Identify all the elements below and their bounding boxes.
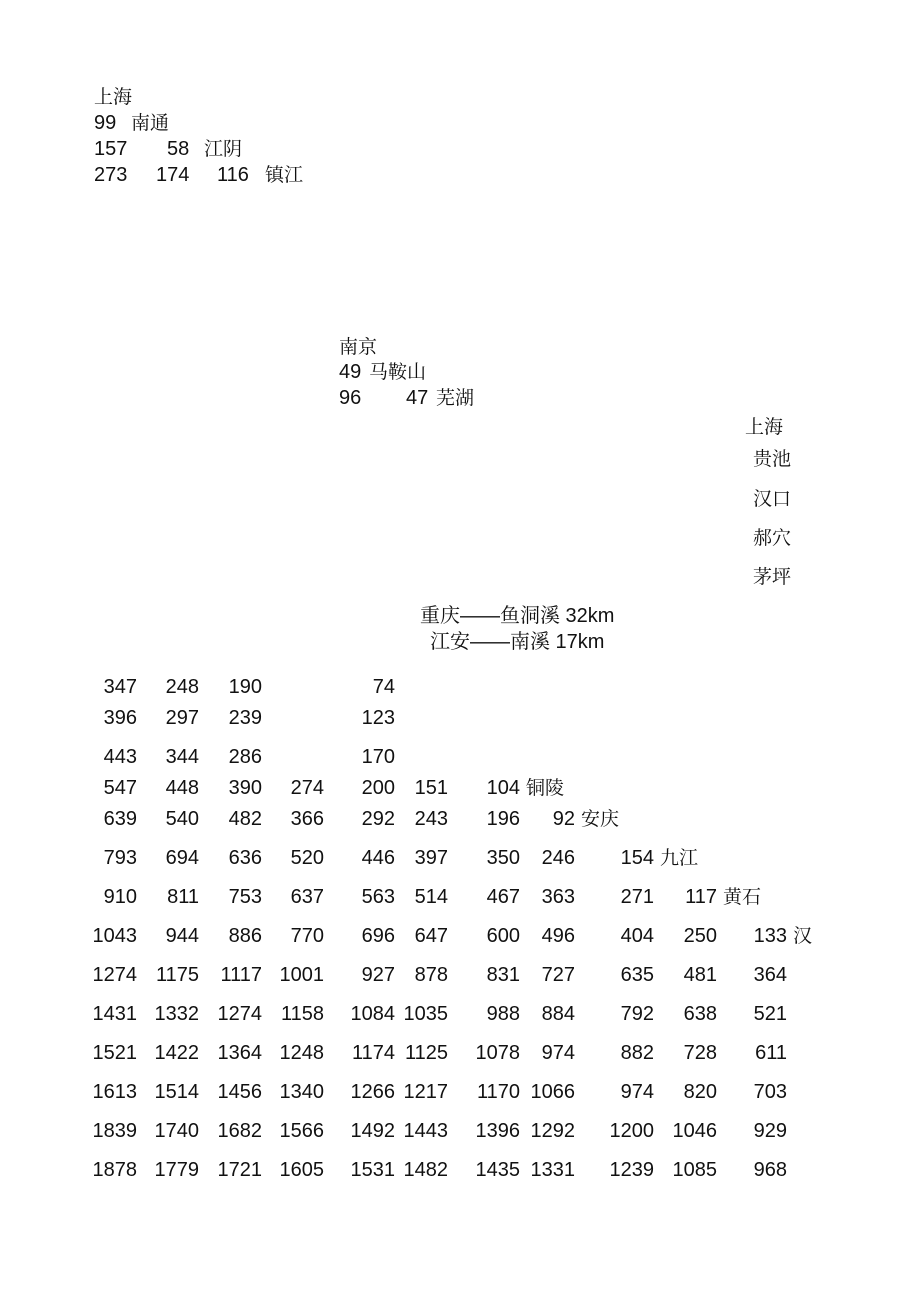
table-cell: 635 [620,964,654,986]
table-cell: 1084 [350,1003,395,1025]
distance-value: 174 [156,164,190,186]
table-cell: 274 [290,777,324,799]
distance-value: 96 [339,387,362,409]
table-cell: 467 [486,886,520,908]
note-text: 江安——南溪 17km [430,631,605,653]
table-cell: 636 [228,847,262,869]
port-name: 汉口 [753,488,792,510]
table-cell: 1878 [92,1159,137,1181]
table-cell: 250 [683,925,717,947]
table-cell: 696 [361,925,395,947]
table-cell: 364 [753,964,787,986]
table-cell: 347 [103,676,137,698]
table-cell: 647 [414,925,448,947]
port-name: 茅坪 [753,566,792,588]
table-cell: 968 [753,1159,787,1181]
table-cell: 611 [755,1042,787,1064]
table-cell: 793 [103,847,137,869]
table-cell: 520 [290,847,324,869]
table-cell: 1001 [279,964,324,986]
port-name: 汉 [793,925,813,947]
table-cell: 1292 [530,1120,575,1142]
port-name: 铜陵 [526,777,565,799]
table-cell: 886 [228,925,262,947]
table-cell: 540 [165,808,199,830]
table-cell: 104 [486,777,520,799]
table-cell: 1839 [92,1120,137,1142]
table-cell: 820 [683,1081,717,1103]
table-cell: 1066 [530,1081,575,1103]
table-cell: 248 [165,676,199,698]
table-cell: 443 [103,746,137,768]
table-cell: 448 [165,777,199,799]
port-name: 九江 [660,847,699,869]
table-cell: 154 [620,847,654,869]
table-cell: 638 [683,1003,717,1025]
table-cell: 882 [620,1042,654,1064]
table-cell: 123 [361,707,395,729]
table-cell: 170 [361,746,395,768]
table-cell: 910 [103,886,137,908]
table-cell: 390 [228,777,262,799]
table-cell: 1174 [351,1042,395,1064]
table-cell: 811 [167,886,199,908]
table-cell: 1605 [279,1159,324,1181]
distance-value: 47 [406,387,429,409]
table-cell: 1217 [403,1081,448,1103]
distance-value: 58 [167,138,190,160]
table-cell: 117 [685,886,717,908]
table-cell: 927 [361,964,395,986]
table-cell: 1035 [403,1003,448,1025]
table-cell: 1043 [92,925,137,947]
table-cell: 496 [541,925,575,947]
table-cell: 974 [541,1042,575,1064]
port-name: 上海 [745,416,784,438]
table-cell: 1117 [220,964,262,986]
table-cell: 1046 [672,1120,717,1142]
table-cell: 1158 [280,1003,324,1025]
table-cell: 884 [541,1003,575,1025]
table-cell: 350 [486,847,520,869]
table-cell: 1721 [217,1159,262,1181]
note-text: 重庆——鱼洞溪 32km [420,605,615,627]
table-cell: 397 [414,847,448,869]
port-name: 江阴 [204,138,243,160]
table-cell: 1435 [475,1159,520,1181]
table-cell: 600 [486,925,520,947]
distance-value: 49 [339,361,362,383]
port-name: 芜湖 [436,387,475,409]
table-cell: 1170 [476,1081,520,1103]
table-cell: 703 [753,1081,787,1103]
table-cell: 1531 [350,1159,395,1181]
table-cell: 1200 [609,1120,654,1142]
table-cell: 1340 [279,1081,324,1103]
table-cell: 246 [541,847,575,869]
distance-value: 157 [94,138,128,160]
table-cell: 563 [361,886,395,908]
table-cell: 404 [620,925,654,947]
table-cell: 133 [753,925,787,947]
table-cell: 190 [228,676,262,698]
table-cell: 1422 [154,1042,199,1064]
table-cell: 1682 [217,1120,262,1142]
table-cell: 974 [620,1081,654,1103]
table-cell: 1331 [530,1159,575,1181]
table-cell: 482 [228,808,262,830]
table-cell: 1085 [672,1159,717,1181]
table-cell: 446 [361,847,395,869]
table-cell: 944 [165,925,199,947]
table-cell: 694 [165,847,199,869]
table-cell: 639 [103,808,137,830]
table-cell: 74 [372,676,395,698]
table-cell: 831 [486,964,520,986]
table-cell: 1078 [475,1042,520,1064]
table-cell: 929 [753,1120,787,1142]
table-cell: 728 [683,1042,717,1064]
distance-value: 99 [94,112,117,134]
table-cell: 396 [103,707,137,729]
table-cell: 92 [552,808,575,830]
table-cell: 1514 [154,1081,199,1103]
table-cell: 286 [228,746,262,768]
table-cell: 363 [541,886,575,908]
table-cell: 1266 [350,1081,395,1103]
table-cell: 1482 [403,1159,448,1181]
table-cell: 196 [486,808,520,830]
table-cell: 292 [361,808,395,830]
port-name: 马鞍山 [369,361,427,383]
table-cell: 481 [683,964,717,986]
table-cell: 878 [414,964,448,986]
table-cell: 727 [541,964,575,986]
port-name: 上海 [94,86,133,108]
port-name: 郝穴 [753,527,792,549]
table-cell: 637 [290,886,324,908]
distance-value: 273 [94,164,128,186]
table-cell: 1239 [609,1159,654,1181]
table-cell: 1779 [154,1159,199,1181]
port-name: 安庆 [581,808,620,830]
table-cell: 514 [414,886,448,908]
table-cell: 200 [361,777,395,799]
table-cell: 1364 [217,1042,262,1064]
table-cell: 792 [620,1003,654,1025]
port-name: 贵池 [753,448,792,470]
table-cell: 1740 [154,1120,199,1142]
table-cell: 1274 [92,964,137,986]
table-cell: 1396 [475,1120,520,1142]
table-cell: 1175 [155,964,199,986]
table-cell: 297 [165,707,199,729]
table-cell: 344 [165,746,199,768]
table-cell: 547 [103,777,137,799]
table-cell: 1521 [92,1042,137,1064]
distance-value: 116 [217,164,249,186]
port-name: 南京 [339,336,378,358]
table-cell: 1613 [92,1081,137,1103]
table-cell: 366 [290,808,324,830]
table-cell: 753 [228,886,262,908]
table-cell: 1456 [217,1081,262,1103]
table-cell: 521 [753,1003,787,1025]
table-cell: 1492 [350,1120,395,1142]
table-cell: 1125 [404,1042,448,1064]
port-name: 镇江 [265,164,304,186]
table-cell: 988 [486,1003,520,1025]
table-cell: 1332 [154,1003,199,1025]
table-cell: 1274 [217,1003,262,1025]
port-name: 黄石 [723,886,762,908]
port-name: 南通 [131,112,170,134]
table-cell: 770 [290,925,324,947]
table-cell: 271 [620,886,654,908]
table-cell: 151 [414,777,448,799]
table-cell: 1248 [279,1042,324,1064]
table-cell: 1443 [403,1120,448,1142]
table-cell: 1566 [279,1120,324,1142]
table-cell: 239 [228,707,262,729]
table-cell: 1431 [92,1003,137,1025]
table-cell: 243 [414,808,448,830]
